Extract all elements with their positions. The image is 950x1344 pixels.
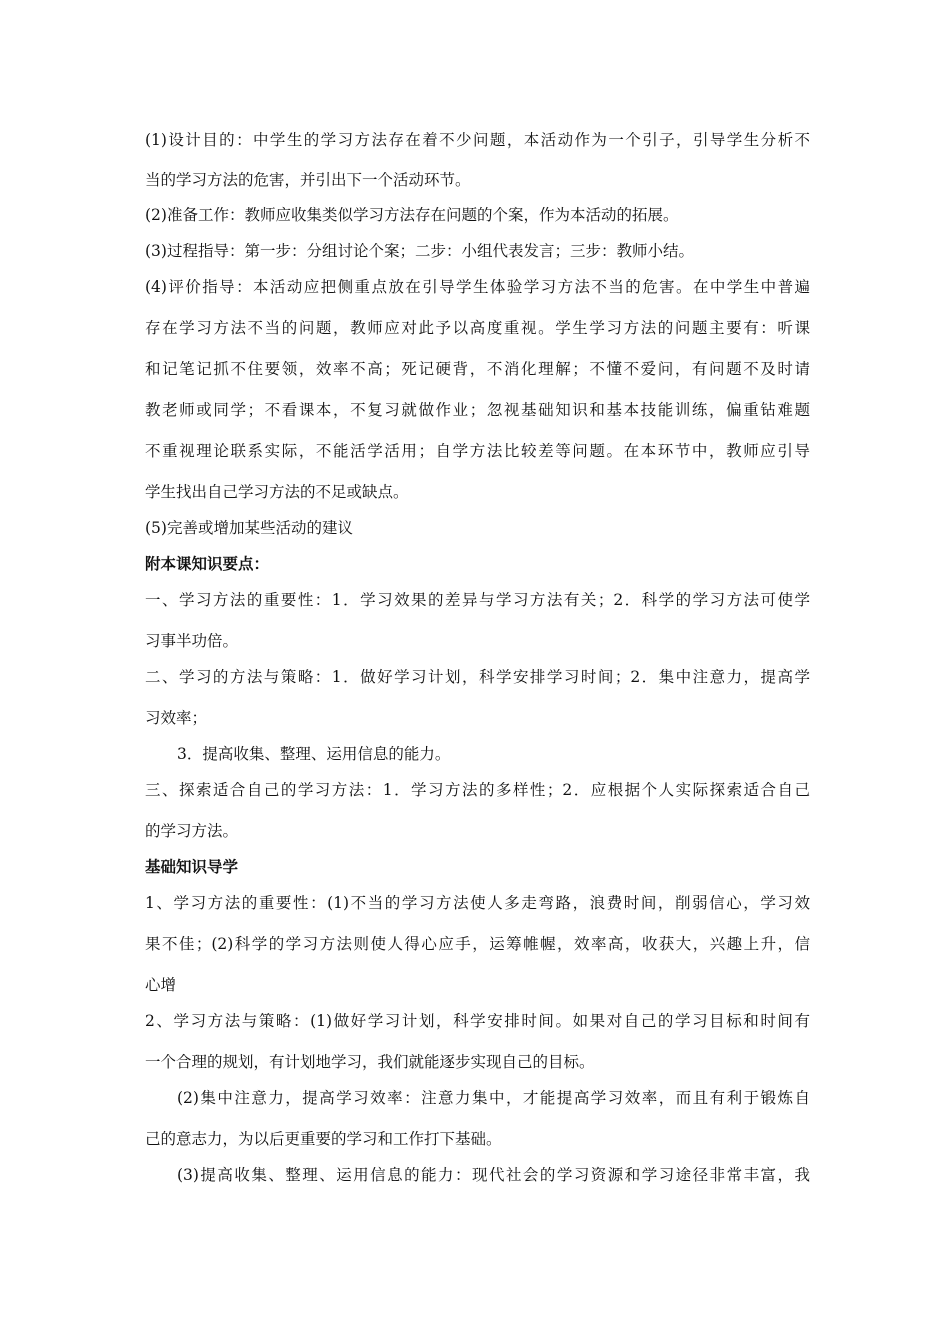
section-heading-basic-knowledge: 基础知识导学	[145, 858, 239, 876]
key-point-1-line-2: 习事半功倍。	[145, 632, 239, 650]
paragraph-evaluation-line-1: (4)评价指导：本活动应把侧重点放在引导学生体验学习方法不当的危害。在中学生中普遍	[145, 278, 810, 296]
key-point-2-line-3: 3．提高收集、整理、运用信息的能力。	[177, 745, 451, 763]
knowledge-2-line-1: 2、学习方法与策略：(1)做好学习计划，科学安排时间。如果对自己的学习目标和时间有	[145, 1012, 810, 1030]
key-point-1-line-1: 一、学习方法的重要性：1．学习效果的差异与学习方法有关；2．科学的学习方法可使学	[145, 591, 810, 609]
knowledge-2-item-2-line-1: (2)集中注意力，提高学习效率：注意力集中，才能提高学习效率，而且有利于锻炼自	[177, 1089, 810, 1107]
knowledge-1-line-2: 果不佳；(2)科学的学习方法则使人得心应手，运筹帷幄，效率高，收获大，兴趣上升，信	[145, 935, 810, 953]
key-point-2-line-2: 习效率；	[145, 709, 208, 727]
key-point-3-line-2: 的学习方法。	[145, 822, 239, 840]
paragraph-suggestions: (5)完善或增加某些活动的建议	[145, 519, 353, 537]
paragraph-evaluation-line-5: 不重视理论联系实际，不能活学活用；自学方法比较差等问题。在本环节中，教师应引导	[145, 442, 810, 460]
paragraph-process-guidance: (3)过程指导：第一步：分组讨论个案；二步：小组代表发言；三步：教师小结。	[145, 242, 694, 260]
key-point-2-line-1: 二、学习的方法与策略：1．做好学习计划，科学安排学习时间；2．集中注意力，提高学	[145, 668, 810, 686]
knowledge-2-item-2-line-2: 己的意志力，为以后更重要的学习和工作打下基础。	[145, 1130, 502, 1148]
paragraph-evaluation-line-2: 存在学习方法不当的问题，教师应对此予以高度重视。学生学习方法的问题主要有：听课	[145, 319, 810, 337]
key-point-3-line-1: 三、探索适合自己的学习方法：1．学习方法的多样性；2．应根据个人实际探索适合自己	[145, 781, 810, 799]
paragraph-evaluation-line-4: 教老师或同学；不看课本，不复习就做作业；忽视基础知识和基本技能训练，偏重钻难题	[145, 401, 810, 419]
paragraph-evaluation-line-3: 和记笔记抓不住要领，效率不高；死记硬背，不消化理解；不懂不爱问，有问题不及时请	[145, 360, 810, 378]
paragraph-preparation: (2)准备工作：教师应收集类似学习方法存在问题的个案，作为本活动的拓展。	[145, 206, 679, 224]
paragraph-design-purpose-line-1: (1)设计目的：中学生的学习方法存在着不少问题，本活动作为一个引子，引导学生分析不	[145, 131, 810, 149]
knowledge-1-line-3: 心增	[145, 976, 177, 994]
knowledge-2-line-2: 一个合理的规划，有计划地学习，我们就能逐步实现自己的目标。	[145, 1053, 595, 1071]
paragraph-design-purpose-line-2: 当的学习方法的危害，并引出下一个活动环节。	[145, 171, 471, 189]
section-heading-key-points: 附本课知识要点：	[145, 555, 270, 573]
knowledge-1-line-1: 1、学习方法的重要性：(1)不当的学习方法使人多走弯路，浪费时间，削弱信心，学习效	[145, 894, 810, 912]
paragraph-evaluation-line-6: 学生找出自己学习方法的不足或缺点。	[145, 483, 409, 501]
knowledge-2-item-3-line-1: (3)提高收集、整理、运用信息的能力：现代社会的学习资源和学习途径非常丰富，我	[177, 1166, 810, 1184]
